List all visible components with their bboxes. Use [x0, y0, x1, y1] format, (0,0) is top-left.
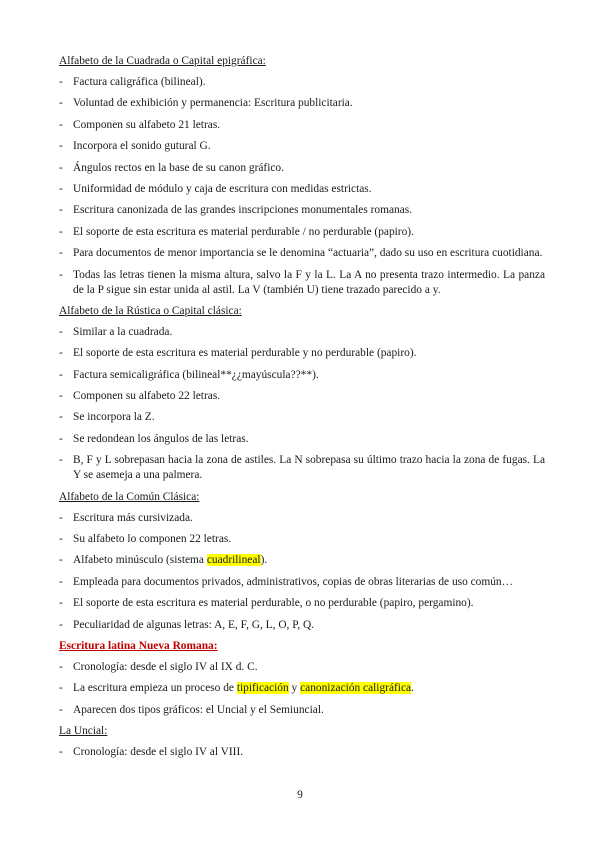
list-item: - B, F y L sobrepasan hacia la zona de astiles. La N sobrepasa su último trazo hacia la zona de fugas. La Y se asemeja a una palmera.: [59, 453, 545, 483]
list-item: - Peculiaridad de algunas letras: A, E, F, G, L, O, P, Q.: [59, 618, 545, 633]
list-item: - Ángulos rectos en la base de su canon gráfico.: [59, 161, 545, 176]
list-comun: [59, 511, 545, 633]
list-nueva-romana: [59, 660, 545, 718]
page-content: [59, 54, 545, 767]
list-item: - Se incorpora la Z.: [59, 410, 545, 425]
list-rustica: [59, 325, 545, 483]
list-item: - Factura caligráfica (bilineal).: [59, 75, 545, 90]
list-item: [59, 681, 545, 696]
highlighted-text: cuadrilineal: [206, 554, 261, 567]
page-number: 9: [297, 789, 303, 801]
text-segment: ).: [260, 554, 268, 567]
heading-uncial: La Uncial:: [59, 725, 108, 738]
heading-comun: Alfabeto de la Común Clásica:: [59, 490, 200, 503]
list-item: - Todas las letras tienen la misma altura, salvo la F y la L. La A no presenta trazo intermedio. La panza de la P sigue sin estar unida al astil. La V (también U) tiene trazado parecido a y.: [59, 268, 545, 298]
text-segment: .: [411, 682, 414, 695]
list-item: - El soporte de esta escritura es material perdurable / no perdurable (papiro).: [59, 225, 545, 240]
text-segment: y: [288, 682, 301, 695]
list-item: - Incorpora el sonido gutural G.: [59, 139, 545, 154]
list-item: - Empleada para documentos privados, administrativos, copias de obras literarias de uso común…: [59, 575, 545, 590]
list-item: - Su alfabeto lo componen 22 letras.: [59, 532, 545, 547]
list-uncial: [59, 745, 545, 760]
list-item: - Cronología: desde el siglo IV al VIII.: [59, 745, 545, 760]
list-item: - Componen su alfabeto 21 letras.: [59, 118, 545, 133]
highlighted-text: canonización caligráfica: [300, 682, 412, 695]
list-item: - El soporte de esta escritura es material perdurable y no perdurable (papiro).: [59, 346, 545, 361]
list-item: - Escritura más cursivizada.: [59, 511, 545, 526]
list-cuadrada: [59, 75, 545, 298]
list-item: - Componen su alfabeto 22 letras.: [59, 389, 545, 404]
list-item: - Escritura canonizada de las grandes inscripciones monumentales romanas.: [59, 203, 545, 218]
heading-nueva-romana: Escritura latina Nueva Romana:: [59, 639, 218, 652]
heading-cuadrada: Alfabeto de la Cuadrada o Capital epigráfica:: [59, 55, 266, 67]
list-item: - Uniformidad de módulo y caja de escritura con medidas estrictas.: [59, 182, 545, 197]
list-item: - Se redondean los ángulos de las letras.: [59, 432, 545, 447]
highlighted-text: tipificación: [236, 682, 289, 695]
list-item: - Similar a la cuadrada.: [59, 325, 545, 340]
list-item: - Aparecen dos tipos gráficos: el Uncial y el Semiuncial.: [59, 703, 545, 718]
list-item: - El soporte de esta escritura es material perdurable, o no perdurable (papiro, pergamino).: [59, 596, 545, 611]
text-segment: La escritura empieza un proceso de: [73, 682, 237, 695]
list-item: - Cronología: desde el siglo IV al IX d. C.: [59, 660, 545, 675]
list-item: - Para documentos de menor importancia se le denomina “actuaria”, dado su uso en escritura cuotidiana.: [59, 246, 545, 261]
text-segment: Alfabeto minúsculo (sistema: [73, 554, 207, 567]
list-item: [59, 553, 545, 568]
list-item: - Voluntad de exhibición y permanencia: Escritura publicitaria.: [59, 96, 545, 111]
list-item: - Factura semicaligráfica (bilineal**¿¿mayúscula??**).: [59, 368, 545, 383]
heading-rustica: Alfabeto de la Rústica o Capital clásica:: [59, 304, 242, 317]
